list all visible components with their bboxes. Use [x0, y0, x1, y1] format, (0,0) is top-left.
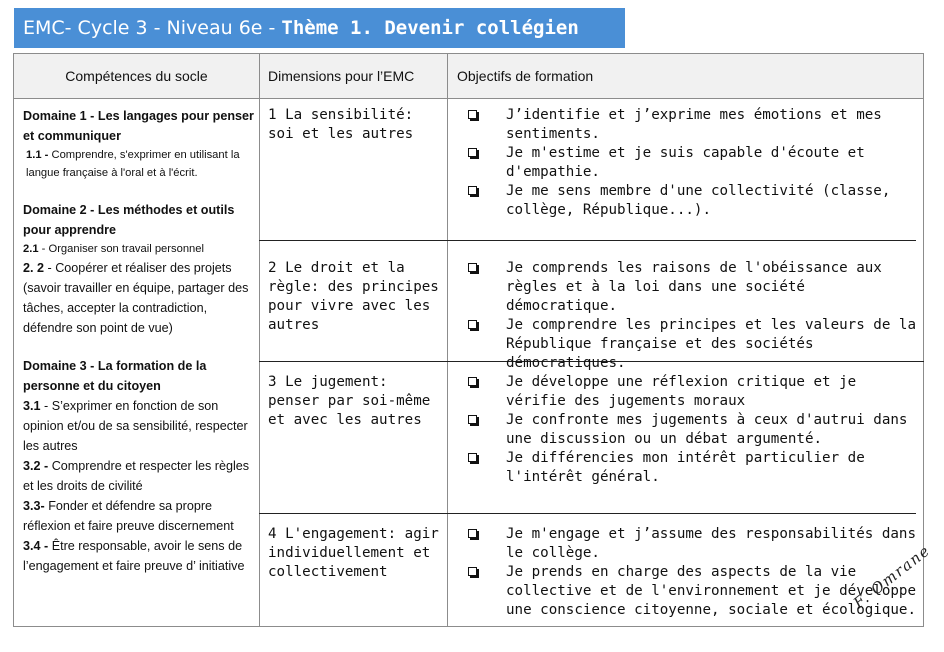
competence-item: [23, 146, 255, 182]
objectifs-list-1: [462, 106, 922, 220]
dimension-1: 1 La sensibilité: soi et les autres: [268, 107, 414, 142]
competence-item: [23, 240, 255, 258]
spacer: [23, 182, 255, 200]
competence-code: 1.1 -: [26, 149, 49, 161]
objectif-text: J’identifie et j’exprime mes émotions et mes sentiments.: [506, 107, 882, 142]
header-competences: Compétences du socle: [65, 68, 208, 84]
title-prefix: EMC- Cycle 3 - Niveau 6e -: [23, 17, 276, 39]
checkbox-bullet-icon: [468, 320, 477, 329]
title-banner: [14, 8, 625, 48]
objectif-text: Je différencies mon intérêt particulier de l'intérêt général.: [506, 450, 865, 485]
competence-text: Fonder et défendre sa propre réflexion et faire preuve discernement: [23, 499, 234, 533]
objectifs-list-4: [462, 525, 922, 620]
objectifs-list-3: [462, 373, 922, 487]
curriculum-table: [13, 53, 924, 627]
objectif-item: [462, 411, 922, 449]
competence-code: 2.1: [23, 243, 39, 255]
dimension-2: 2 Le droit et la règle: des principes pour vivre avec les autres: [268, 260, 439, 333]
objectif-item: [462, 563, 922, 620]
domain-heading: Domaine 3 - La formation de la personne et du citoyen: [23, 359, 207, 393]
competence-text: Comprendre, s'exprimer en utilisant la langue française à l'oral et à l'écrit.: [26, 149, 240, 179]
competence-code: 3.4 -: [23, 539, 49, 553]
column-divider-2: [447, 54, 448, 626]
checkbox-bullet-icon: [468, 415, 477, 424]
objectif-item: [462, 316, 922, 373]
checkbox-bullet-icon: [468, 529, 477, 538]
objectif-text: Je m'estime et je suis capable d'écoute et d'empathie.: [506, 145, 865, 180]
competence-code: 3.2 -: [23, 459, 49, 473]
objectif-item: [462, 144, 922, 182]
objectif-text: Je me sens membre d'une collectivité (classe, collège, République...).: [506, 183, 891, 218]
competence-text: - S’exprimer en fonction de son opinion et/ou de sa sensibilité, respecter les autres: [23, 399, 248, 453]
domain-heading: Domaine 2 - Les méthodes et outils pour apprendre: [23, 203, 235, 237]
checkbox-bullet-icon: [468, 377, 477, 386]
objectif-text: Je comprendre les principes et les valeurs de la République française et des sociétés démocratiques.: [506, 317, 916, 371]
competence-text: - Coopérer et réaliser des projets (savoir travailler en équipe, partager des tâches, accepter la contradiction, défendre son point de vue): [23, 261, 249, 335]
objectif-text: Je développe une réflexion critique et je vérifie des jugements moraux: [506, 374, 857, 409]
objectif-item: [462, 106, 922, 144]
competence-item: [23, 396, 255, 456]
competence-text: - Organiser son travail personnel: [38, 243, 204, 255]
author-signature: F. Omrane: [850, 541, 934, 613]
competence-code: 3.3-: [23, 499, 45, 513]
dimension-4: 4 L'engagement: agir individuellement et collectivement: [268, 526, 439, 580]
objectif-item: [462, 525, 922, 563]
objectif-text: Je prends en charge des aspects de la vie collective et de l'environnement et je développe une conscience citoyenne, sociale et écologique.: [506, 564, 916, 618]
checkbox-bullet-icon: [468, 186, 477, 195]
objectif-item: [462, 373, 922, 411]
competences-column: [23, 106, 255, 576]
checkbox-bullet-icon: [468, 263, 477, 272]
objectifs-list-2: [462, 259, 922, 373]
competence-item: [23, 496, 255, 536]
competence-item: [23, 258, 255, 338]
header-dimensions: Dimensions pour l’EMC: [268, 68, 415, 84]
column-divider-1: [259, 54, 260, 626]
row-separator-1: [259, 240, 916, 241]
checkbox-bullet-icon: [468, 110, 477, 119]
row-separator-3: [259, 513, 916, 514]
objectif-text: Je comprends les raisons de l'obéissance aux règles et à la loi dans une société démocratique.: [506, 260, 882, 314]
dimension-3: 3 Le jugement: penser par soi-même et avec les autres: [268, 374, 431, 428]
domain-heading: Domaine 1 - Les langages pour penser et communiquer: [23, 109, 254, 143]
checkbox-bullet-icon: [468, 453, 477, 462]
objectif-text: Je m'engage et j’assume des responsabilités dans le collège.: [506, 526, 916, 561]
header-objectifs: Objectifs de formation: [457, 68, 594, 84]
objectif-item: [462, 259, 922, 316]
checkbox-bullet-icon: [468, 567, 477, 576]
competence-item: [23, 536, 255, 576]
competence-code: 3.1: [23, 399, 41, 413]
competence-code: 2. 2: [23, 261, 45, 275]
objectif-item: [462, 182, 922, 220]
objectif-text: Je confronte mes jugements à ceux d'autrui dans une discussion ou un débat argumenté.: [506, 412, 908, 447]
checkbox-bullet-icon: [468, 148, 477, 157]
title-theme: Thème 1. Devenir collégien: [281, 17, 579, 39]
competence-text: Être responsable, avoir le sens de l’engagement et faire preuve d’ initiative: [23, 539, 245, 573]
competence-item: [23, 456, 255, 496]
competence-text: Comprendre et respecter les règles et les droits de civilité: [23, 459, 250, 493]
objectif-item: [462, 449, 922, 487]
spacer: [23, 338, 255, 356]
